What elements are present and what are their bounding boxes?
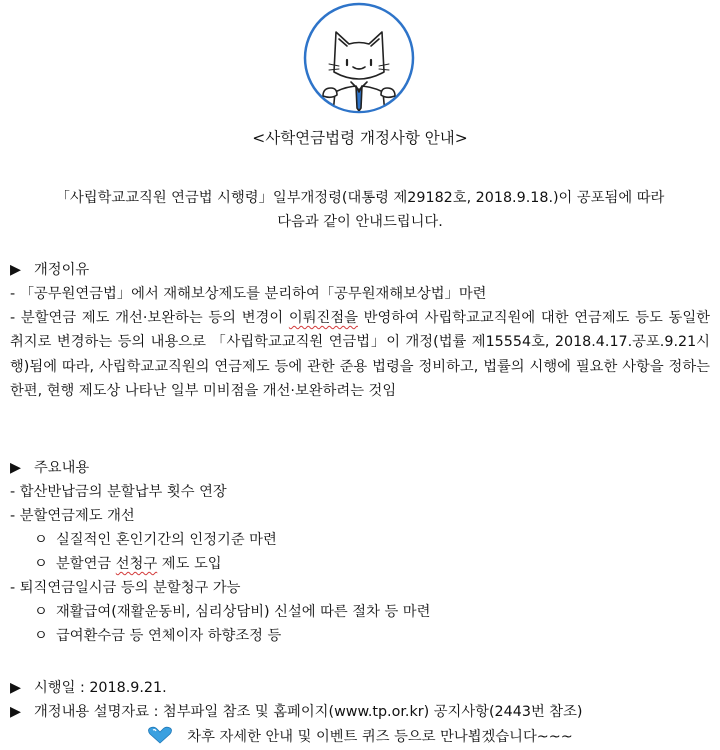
main-item-3-sub-2 [10,624,710,648]
main-heading [10,456,710,480]
page-title: <사학연금법령 개정사항 안내> [252,129,468,147]
main-item-3-sub-2-text: 급여환수금 등 연체이자 하향조정 등 [56,628,282,644]
main-item-3-sub-1-text: 재활급여(재활운동비, 심리상담비) 신설에 따른 절차 등 마련 [56,604,431,620]
circle-bullet-icon: ㅇ [34,556,48,572]
triangle-bullet-icon: ▶ [10,460,21,476]
effective-date-text: 시행일 : 2018.9.21. [34,680,167,696]
triangle-bullet-icon: ▶ [10,262,21,278]
cat-mascot-icon [303,2,415,114]
spellcheck-underline: 선청구 [115,556,158,572]
closing-text: 차후 자세한 안내 및 이벤트 퀴즈 등으로 만나뵙겠습니다~~~ [187,729,573,745]
main-content-section [10,456,710,648]
reason-heading-label: 개정이유 [34,262,90,278]
closing-line [0,726,720,748]
reason-item-2-start: - 분할연금 제도 개선·보완하는 등의 변경이 [10,310,289,326]
triangle-bullet-icon: ▶ [10,680,21,696]
main-item-2-sub-2-start: 분할연금 [56,556,116,572]
explanation-material-text: 개정내용 설명자료 : 첨부파일 참조 및 홈페이지(www.tp.or.kr) 공지사항(2443번 참조) [34,704,583,720]
circle-bullet-icon: ㅇ [34,532,48,548]
reason-item-2 [10,306,710,403]
reason-item-1: - 「공무원연금법」에서 재해보상제도를 분리하여「공무원재해보상법」마련 [10,286,487,302]
spellcheck-underline: 이뤄진점을 [288,310,358,326]
effective-date [10,676,710,700]
main-item-2: - 분할연금제도 개선 [10,508,135,524]
intro-line-1: 「사립학교교직원 연금법 시행령」일부개정령(대통령 제29182호, 2018.9.18.)이 공포됨에 따라 [55,190,665,206]
explanation-material [10,700,710,724]
circle-bullet-icon: ㅇ [34,628,48,644]
main-item-3: - 퇴직연금일시금 등의 분할청구 가능 [10,580,241,596]
main-item-1: - 합산반납금의 분할납부 횟수 연장 [10,484,227,500]
intro-paragraph [20,186,700,234]
main-heading-label: 주요내용 [34,460,90,476]
reason-section [10,258,710,403]
reason-heading [10,258,710,282]
main-item-2-sub-1-text: 실질적인 혼인기간의 인정기준 마련 [56,532,277,548]
main-item-3-sub-1 [10,600,710,624]
schedule-section [10,676,710,724]
main-item-2-sub-2-end: 제도 도입 [157,556,222,572]
triangle-bullet-icon: ▶ [10,704,21,720]
intro-line-2: 다음과 같이 안내드립니다. [277,214,443,230]
main-item-2-sub-1 [10,528,710,552]
circle-bullet-icon: ㅇ [34,604,48,620]
heart-icon [147,726,173,744]
main-item-2-sub-2 [10,552,710,576]
reason-item-2-rest: 반영하여 사립학교교직원에 대한 연금제도 등도 동일한 취지로 변경하는 등의 내용으로 「사립학교교직원 연금법」이 개정(법률 제15554호, 2018.4.17.공포.9.21시행)됨에 따라, 사립학교교직원의 연금제도 등에 관한 준용 법령을 정비하고, 법률의 시행에 필요한 사항을 정하는 한편, 현행 제도상 나타난 일부 미비점을 개선·보완하려는 것임 [10,310,710,399]
